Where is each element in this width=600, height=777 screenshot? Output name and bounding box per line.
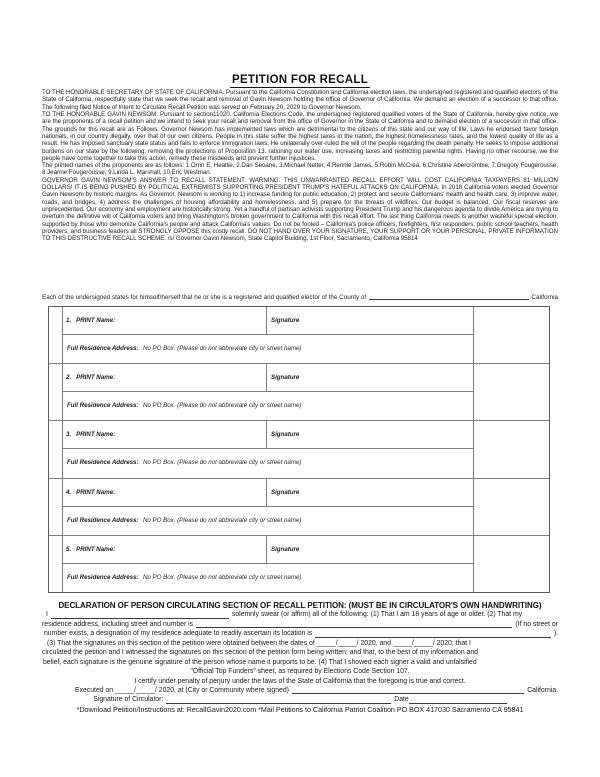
row-right-margin-cell xyxy=(473,536,549,592)
row-left-margin-cell xyxy=(49,536,63,592)
print-name-label: 1. PRINT Name: xyxy=(66,317,116,324)
print-name-label: 2. PRINT Name: xyxy=(66,374,116,382)
county-blank-line xyxy=(369,299,529,300)
swear-post-text: solemnly swear (or affirm) all of the following: (1) That I am 18 years of age or older. (2) That my xyxy=(231,611,523,619)
county-elector-line xyxy=(42,294,558,301)
executed-post-text: California. xyxy=(527,686,558,694)
certify-line: I certify under penalty of perjury under the laws of the State of California that the foregoing is true and correct. xyxy=(134,677,466,685)
row-main-cells xyxy=(63,536,473,592)
row-main-cells xyxy=(63,479,473,535)
signature-cell xyxy=(266,364,473,391)
name-signature-row xyxy=(63,479,473,507)
residence-post-text: (If no street or xyxy=(515,620,558,628)
row-right-margin-cell xyxy=(473,421,549,477)
date-blank-line xyxy=(409,703,507,704)
address-label: Full Residence Address: xyxy=(67,459,139,467)
circulator-signature-blank-line xyxy=(166,703,391,704)
circulator-signature-line xyxy=(42,695,558,704)
print-name-label: 5. PRINT Name: xyxy=(66,545,116,553)
row-right-margin-cell xyxy=(473,307,549,363)
table-row xyxy=(49,363,549,420)
print-name-label: 4. PRINT Name: xyxy=(66,488,116,496)
witness-line: circulated the petition and I witnessed the signatures on this section of the petition form being written; and that, to the best of my information and xyxy=(42,649,478,657)
print-name-cell xyxy=(63,364,266,391)
executed-line xyxy=(42,686,558,695)
declaration-heading: DECLARATION OF PERSON CIRCULATING SECTION OF RECALL PETITION: (MUST BE IN CIRCULATOR'S OWN HANDWRITING) xyxy=(58,601,542,610)
signature-label: Signature xyxy=(271,488,300,496)
address-cell xyxy=(63,564,473,592)
signature-table xyxy=(48,306,550,593)
name-signature-row xyxy=(63,421,473,449)
dates-obtained-line: (3) That the signatures on this section of the petition were obtained between the dates of _____/_____/ 2020, and _____/_____/ 2020; that I xyxy=(47,639,471,647)
row-left-margin-cell xyxy=(49,364,63,420)
intro-paragraph-secretary: TO THE HONORABLE SECRETARY OF STATE OF CALIFORNIA. Pursuant to the California Constitution and California election laws, the undersigned registered and qualified electors of the State of California, respectfully state that we seek the recall and removal of Gavin Newsom holding the office of Governor of California. We demand an election of a successor to that office. The following filed Notice of Intent to Circulate Recall Petition was served on February 20, 2020 to Governor Newsom. xyxy=(42,89,558,111)
address-label: Full Residence Address: xyxy=(67,516,139,524)
page-title: PETITION FOR RECALL xyxy=(231,74,369,86)
table-row xyxy=(49,307,549,363)
footer-instructions-line: *Download Petition/Instructions at: RecallGavin2020.com *Mail Petitions to California Patriot Coalition PO BOX 417030 Sacramento CA 95841 xyxy=(76,704,524,714)
signature-cell xyxy=(266,536,473,563)
petition-intro-text xyxy=(42,89,558,293)
row-left-margin-cell xyxy=(49,479,63,535)
name-signature-row xyxy=(63,307,473,335)
signature-cell xyxy=(266,421,473,448)
county-elector-text: Each of the undersigned states for himself/herself that he or she is a registered and qualified elector of the County of xyxy=(42,294,367,301)
print-name-cell xyxy=(63,307,266,334)
row-right-margin-cell xyxy=(473,479,549,535)
row-right-margin-cell xyxy=(473,364,549,420)
name-signature-row xyxy=(63,364,473,392)
row-left-margin-cell xyxy=(49,307,63,363)
top-funders-line: "Official Top Funders" sheet, as required by Elections Code Section 107. xyxy=(190,668,410,676)
executed-city-blank-line xyxy=(292,693,524,694)
date-label: Date xyxy=(394,696,409,704)
location-pre-text: number exists, a designation of my residence adequate to readily ascertain its location is xyxy=(44,630,313,638)
swear-line xyxy=(42,610,558,619)
address-cell xyxy=(63,392,473,420)
location-post-text: ). xyxy=(553,630,558,638)
belief-line: belief, each signature is the genuine signature of the person whose name it purports to be. (4) That I showed each signer a valid and unfalsified xyxy=(43,658,477,666)
address-note: No PO Box. (Please do not abbreviate city or street name) xyxy=(142,402,302,410)
address-label: Full Residence Address: xyxy=(67,402,139,410)
location-line xyxy=(42,629,558,638)
intro-paragraph-proponents: The printed names of the proponents are as follows: 1.Orrin E. Heatlie, 2.Dan Seoane, 3.Michael Netter, 4.Rennie James, 5.Robin McCrea, 6.Christine Abercrombie, 7.Gregory Fougerousse, 8.Jeanne Fougerousse, 9.Linda L. Marshall, 10.Eric Westman. xyxy=(42,162,558,177)
print-name-cell xyxy=(63,421,266,448)
signature-label: Signature xyxy=(271,374,300,382)
address-cell xyxy=(63,449,473,477)
residence-blank-line xyxy=(196,627,512,628)
address-note: No PO Box. (Please do not abbreviate city or street name) xyxy=(142,573,302,581)
county-state-label: California xyxy=(531,294,558,301)
circulator-declaration xyxy=(42,601,558,714)
intro-paragraph-governor-answer: GOVERNOR GAVIN NEWSOM'S ANSWER TO RECALL STATEMENT: WARNING: THIS UNWARRANTED RECALL EFFORT WILL COST CALIFORNIA TAXPAYERS 81 MILLION DOLLARS! IT IS BEING PUSHED BY POLITICAL EXTREMISTS SUPPORTING PRESIDENT TRUMP'S HATEFUL ATTACKS ON CALIFORNIA. In 2018 California voters elected Governor Gavin Newsom by historic margins. As Governor, Newsom is working to 1) increase funding for public education, 2) protect and secure Californians' health and health care, 3) improve water, roads, and bridges, 4) address the challenges of housing affordability and homelessness, and 5) prepare for the threats of wildfires. Our budget is balanced. Our fiscal reserves are unprecedented. Our economy and employment are historically strong. Yet a handful of partisan activists supporting President Trump and his dangerous agenda to divide America are trying to overturn the definitive will of California voters and bring Washington's broken government to California with this recall effort. The last thing California needs is another wasteful special election, supported by those who demonize California's people and attack California's values. Do not be fooled – California's police officers, firefighters, first responders, public school teachers, health providers, and business leaders all STRONGLY OPPOSE this costly recall. DO NOT HAND OVER YOUR SIGNATURE, YOUR SUPPORT OR YOUR PERSONAL, PRIVATE INFORMATION TO THIS DESTRUCTIVE RECALL SCHEME. /s/ Governor Gavin Newsom, State Capitol Building, 1st Floor, Sacramento, California 95814 xyxy=(42,176,558,243)
swear-pre-text: I xyxy=(46,611,48,619)
print-name-label: 3. PRINT Name: xyxy=(66,431,116,439)
address-label: Full Residence Address: xyxy=(67,345,139,352)
row-main-cells xyxy=(63,421,473,477)
table-row xyxy=(49,478,549,535)
print-name-cell xyxy=(63,479,266,506)
row-left-margin-cell xyxy=(49,421,63,477)
address-cell xyxy=(63,335,473,363)
signature-label: Signature xyxy=(271,545,300,553)
residence-line xyxy=(42,620,558,629)
address-cell xyxy=(63,507,473,535)
executed-pre-text: Executed on _____/_____/ 2020, at (City or Community where signed) xyxy=(75,686,289,694)
name-signature-row xyxy=(63,536,473,564)
address-label: Full Residence Address: xyxy=(67,573,139,581)
circulator-name-blank-line xyxy=(51,618,229,619)
row-main-cells xyxy=(63,307,473,363)
signature-cell xyxy=(266,479,473,506)
page-title-wrap xyxy=(0,70,600,88)
address-note: No PO Box. (Please do not abbreviate city or street name) xyxy=(142,516,302,524)
signature-label: Signature xyxy=(271,317,300,324)
signature-label: Signature xyxy=(271,431,300,439)
table-row xyxy=(49,535,549,592)
intro-paragraph-newsom-notice: TO THE HONORABLE GAVIN NEWSOM: Pursuant to section11020, California Elections Code, the undersigned registered qualified voters of the State of California, hereby give notice, we are the proponents of a recall petition and we intend to seek your recall and removal from the office of Governor in the State of California and to demand election of a successor in that office. The grounds for this recall are as Follows: Governor Newsom has implemented laws which are detrimental to the citizens of this state and our way of life. Laws he endorsed favor foreign nationals, in our country illegally, over that of our own citizens. People in this state suffer the highest taxes in the nation, the highest homelessness rates, and the lowest quality of life as a result. He has imposed sanctuary state status and fails to enforce immigration laws. He unilaterally over-ruled the will of the people regarding the death penalty. He seeks to impose additional burdens on our state by the following; removing the protections of Proposition 13, rationing our water use, increasing taxes and restricting parental rights. Having no other recourse, we the people have come together to take this action, remedy these misdeeds and prevent further injustices. xyxy=(42,110,558,162)
address-note: No PO Box. (Please do not abbreviate city or street name) xyxy=(142,345,302,352)
residence-pre-text: residence address, including street and number is xyxy=(42,620,194,628)
circulator-signature-label: Signature of Circulator: xyxy=(93,696,164,704)
address-note: No PO Box. (Please do not abbreviate city or street name) xyxy=(142,459,302,467)
print-name-cell xyxy=(63,536,266,563)
row-main-cells xyxy=(63,364,473,420)
location-blank-line xyxy=(315,637,551,638)
table-row xyxy=(49,420,549,477)
signature-cell xyxy=(266,307,473,334)
